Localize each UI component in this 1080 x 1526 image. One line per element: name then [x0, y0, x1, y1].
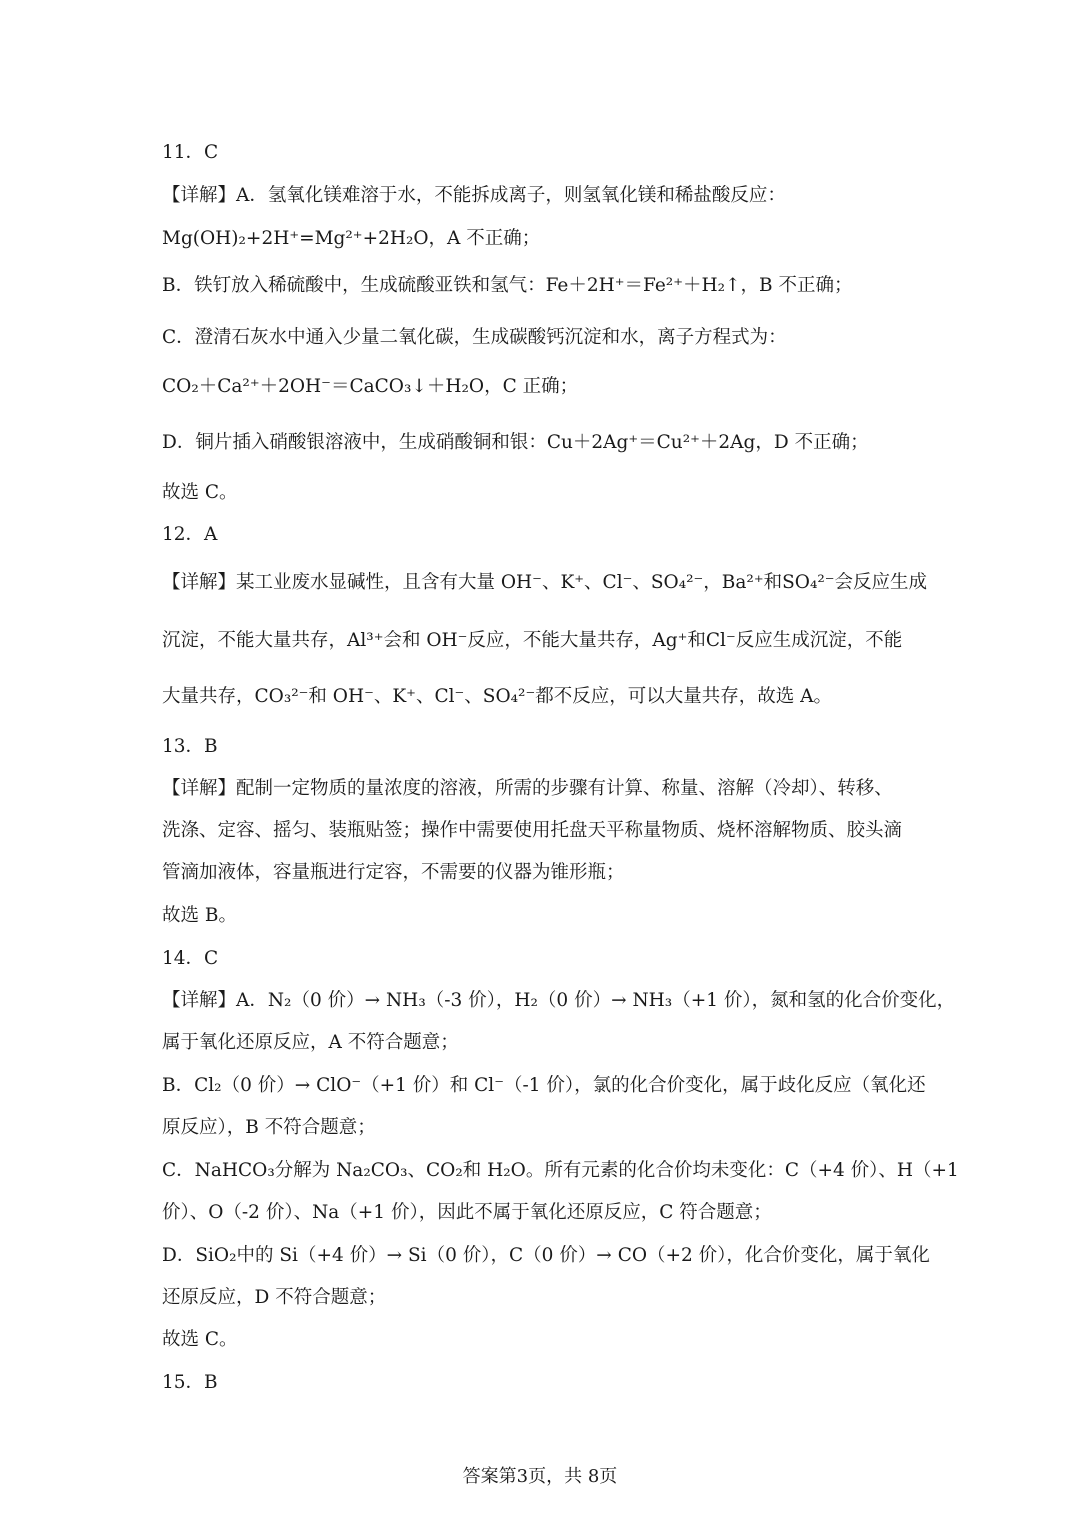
explanation-line: B．Cl₂（0 价）→ ClO⁻（+1 价）和 Cl⁻（-1 价），氯的化合价变化，属于歧化反应（氧化还: [162, 1075, 926, 1096]
explanation-line: 沉淀，不能大量共存，Al³⁺会和 OH⁻反应，不能大量共存，Ag⁺和Cl⁻反应生成沉淀，不能: [162, 630, 903, 651]
conclusion-line: 故选 C。: [162, 482, 238, 503]
explanation-line: D．铜片插入硝酸银溶液中，生成硝酸铜和银：Cu＋2Ag⁺＝Cu²⁺＋2Ag，D 不正确；: [162, 432, 869, 453]
explanation-line: 【详解】A．氢氧化镁难溶于水，不能拆成离子，则氢氧化镁和稀盐酸反应：: [162, 185, 786, 206]
answer-heading-11: 11．C: [162, 142, 219, 163]
page-footer: 答案第3页，共 8页: [462, 1466, 618, 1487]
answer-heading-13: 13．B: [162, 736, 218, 757]
explanation-line: C．NaHCO₃分解为 Na₂CO₃、CO₂和 H₂O。所有元素的化合价均未变化：C（+4 价）、H（+1: [162, 1160, 959, 1181]
equation-line: CO₂＋Ca²⁺＋2OH⁻＝CaCO₃↓＋H₂O，C 正确；: [162, 376, 579, 397]
explanation-line: 属于氧化还原反应，A 不符合题意；: [162, 1032, 459, 1053]
explanation-line: B．铁钉放入稀硫酸中，生成硫酸亚铁和氢气：Fe＋2H⁺＝Fe²⁺＋H₂↑，B 不正确；: [162, 275, 853, 296]
explanation-line: D．SiO₂中的 Si（+4 价）→ Si（0 价），C（0 价）→ CO（+2 价），化合价变化，属于氧化: [162, 1245, 930, 1266]
answer-heading-15: 15．B: [162, 1372, 218, 1393]
equation-line: Mg(OH)₂+2H⁺=Mg²⁺+2H₂O，A 不正确；: [162, 228, 541, 249]
conclusion-line: 故选 B。: [162, 905, 237, 926]
explanation-line: 管滴加液体，容量瓶进行定容，不需要的仪器为锥形瓶；: [162, 862, 625, 883]
explanation-line: 【详解】某工业废水显碱性，且含有大量 OH⁻、K⁺、Cl⁻、SO₄²⁻，Ba²⁺和SO₄²⁻会反应生成: [162, 572, 928, 593]
explanation-line: 价）、O（-2 价）、Na（+1 价），因此不属于氧化还原反应，C 符合题意；: [162, 1202, 772, 1223]
explanation-line: 洗涤、定容、摇匀、装瓶贴签；操作中需要使用托盘天平称量物质、烧杯溶解物质、胶头滴: [162, 820, 903, 841]
explanation-line: 原反应），B 不符合题意；: [162, 1117, 376, 1138]
explanation-line: C．澄清石灰水中通入少量二氧化碳，生成碳酸钙沉淀和水，离子方程式为：: [162, 327, 787, 348]
explanation-line: 大量共存，CO₃²⁻和 OH⁻、K⁺、Cl⁻、SO₄²⁻都不反应，可以大量共存，故选 A。: [162, 686, 832, 707]
explanation-line: 【详解】配制一定物质的量浓度的溶液，所需的步骤有计算、称量、溶解（冷却）、转移、: [162, 778, 893, 799]
explanation-line: 【详解】A．N₂（0 价）→ NH₃（-3 价），H₂（0 价）→ NH₃（+1 价），氮和氢的化合价变化，: [162, 990, 956, 1011]
conclusion-line: 故选 C。: [162, 1329, 238, 1350]
answer-heading-14: 14．C: [162, 948, 219, 969]
explanation-line: 还原反应，D 不符合题意；: [162, 1287, 387, 1308]
answer-heading-12: 12．A: [162, 524, 218, 545]
